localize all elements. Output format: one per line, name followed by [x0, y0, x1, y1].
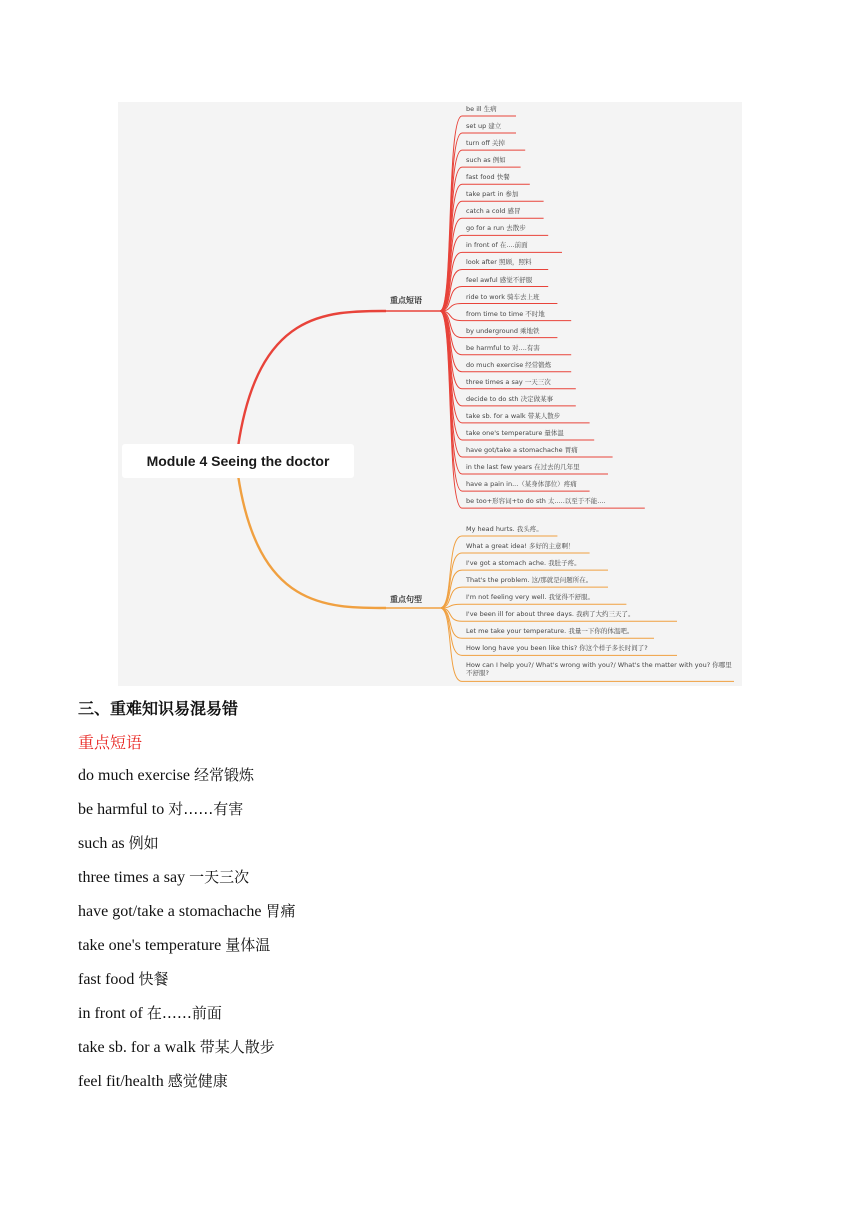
key-phrase-item: [78, 798, 295, 832]
mind-map-leaf: such as 例如: [466, 156, 506, 165]
mind-map-leaf: set up 建立: [466, 122, 502, 131]
sub-heading-key-phrases: 重点短语: [78, 733, 143, 752]
phrase-chinese: 快餐: [138, 970, 169, 988]
mind-map-leaf: take one's temperature 量体温: [466, 428, 564, 437]
mind-map-leaf: take part in 参加: [466, 190, 519, 199]
mind-map-leaf: My head hurts. 我头疼。: [466, 525, 543, 533]
key-phrase-item: [78, 866, 295, 900]
mind-map-leaf: Let me take your temperature. 我量一下你的体温吧。: [466, 627, 634, 636]
mind-map-leaf: by underground 乘地铁: [466, 326, 540, 335]
section-heading: 三、重难知识易混易错: [78, 699, 239, 718]
mind-map-leaf: I've got a stomach ache. 我肚子疼。: [466, 559, 581, 568]
mind-map-leaf: feel awful 感觉不舒服: [466, 275, 533, 284]
mind-map-leaf: in front of 在....前面: [466, 241, 528, 250]
phrase-english: fast food: [78, 971, 135, 988]
mind-map-leaf: That's the problem. 这/那就是问题所在。: [466, 576, 593, 585]
mind-map-leaf: What a great idea! 多好的主意啊！: [466, 542, 575, 551]
key-phrase-item: [78, 968, 295, 1002]
mind-map-leaf: in the last few years 在过去的几年里: [466, 463, 580, 472]
phrase-english: be harmful to: [78, 801, 165, 818]
phrase-english: take sb. for a walk: [78, 1039, 196, 1056]
key-phrase-item: [78, 900, 295, 934]
phrase-chinese: 在……前面: [146, 1004, 222, 1022]
mind-map-leaf: ride to work 骑车去上班: [466, 292, 540, 301]
phrase-english: in front of: [78, 1005, 143, 1022]
key-phrase-list: [78, 764, 295, 1104]
mind-map-leaf: look after 照顾，照料: [466, 258, 532, 267]
phrase-english: three times a say: [78, 869, 186, 886]
mind-map-leaf: fast food 快餐: [466, 173, 510, 182]
mind-map-leaf: be harmful to 对....有害: [466, 343, 540, 352]
mind-map-leaf: How can I help you?/ What's wrong with you?/ What's the matter with you? 你哪里不舒服?: [466, 661, 732, 677]
phrase-english: feel fit/health: [78, 1073, 164, 1090]
mind-map-leaf: I'm not feeling very well. 我觉得不舒服。: [466, 593, 595, 602]
phrase-chinese: 例如: [128, 834, 159, 852]
mind-map-leaf: take sb. for a walk 带某人散步: [466, 411, 561, 420]
mind-map-leaf: from time to time 不时地: [466, 309, 545, 318]
key-phrase-item: [78, 1070, 295, 1104]
key-phrase-item: [78, 934, 295, 968]
mind-map-leaf: go for a run 去散步: [466, 224, 526, 233]
mind-map-leaf: have got/take a stomachache 胃痛: [466, 446, 578, 454]
phrase-chinese: 对……有害: [168, 800, 244, 818]
mind-map: [118, 102, 742, 686]
mind-map-leaf: catch a cold 感冒: [466, 207, 521, 216]
mind-map-leaf: How long have you been like this? 你这个样子多长时间了?: [466, 644, 648, 653]
mind-map-connectors: [118, 102, 742, 686]
key-phrase-item: [78, 1002, 295, 1036]
mind-map-leaf: be ill 生病: [466, 105, 497, 113]
phrase-chinese: 经常锻炼: [193, 766, 254, 784]
phrase-english: do much exercise: [78, 767, 190, 784]
mind-map-root-title: Module 4 Seeing the doctor: [122, 444, 354, 478]
branch-label-sentences: 重点句型: [390, 595, 422, 604]
phrase-chinese: 感觉健康: [167, 1072, 228, 1090]
mind-map-leaf: do much exercise 经常锻炼: [466, 360, 552, 369]
phrase-chinese: 一天三次: [189, 868, 250, 886]
mind-map-leaf: decide to do sth 决定做某事: [466, 394, 554, 403]
mind-map-leaf: three times a say 一天三次: [466, 377, 551, 386]
mind-map-leaf: turn off 关掉: [466, 139, 505, 148]
mind-map-leaf: I've been ill for about three days. 我病了大约三天了。: [466, 610, 635, 619]
mind-map-leaf: have a pain in...（某身体部位）疼痛: [466, 480, 577, 489]
key-phrase-item: [78, 1036, 295, 1070]
phrase-english: have got/take a stomachache: [78, 903, 262, 920]
key-phrase-item: [78, 764, 295, 798]
phrase-english: take one's temperature: [78, 937, 222, 954]
phrase-english: such as: [78, 835, 125, 852]
branch-label-phrases: 重点短语: [390, 296, 422, 305]
phrase-chinese: 胃痛: [265, 902, 296, 920]
mind-map-leaf: be too+形容词+to do sth 太.....以至于不能....: [466, 497, 606, 506]
key-phrase-item: [78, 832, 295, 866]
phrase-chinese: 带某人散步: [199, 1038, 275, 1056]
phrase-chinese: 量体温: [225, 936, 271, 954]
